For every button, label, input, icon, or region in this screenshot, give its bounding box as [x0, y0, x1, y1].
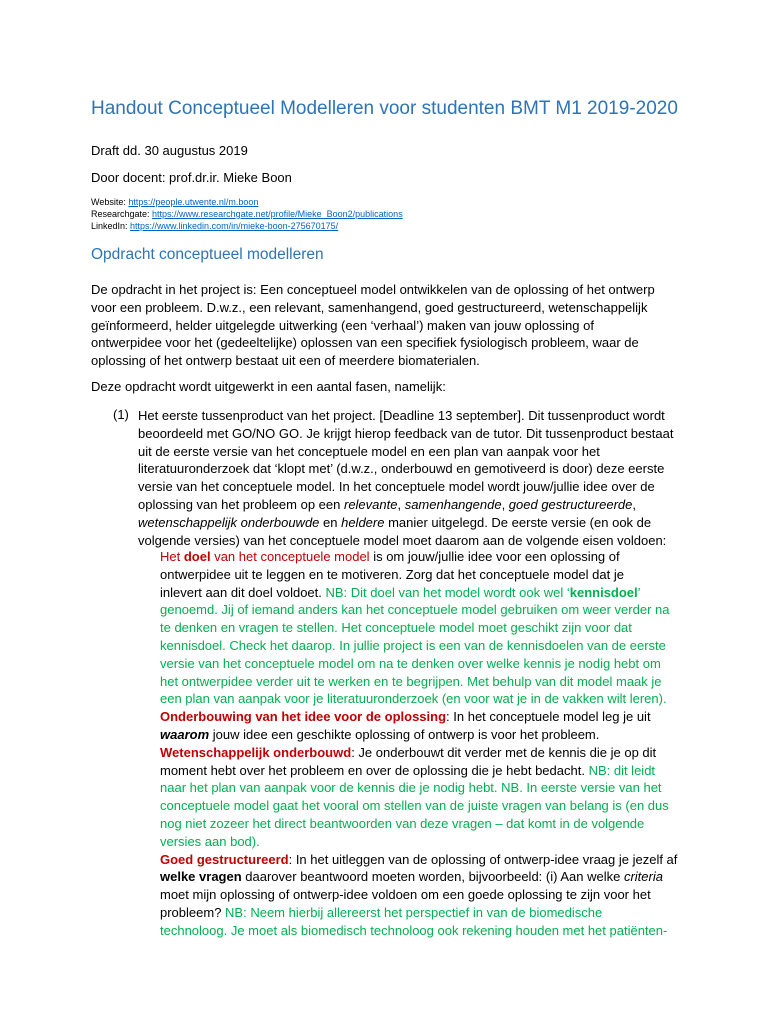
- text-line: [160, 690, 700, 708]
- text-segment: en: [319, 514, 342, 530]
- linkedin-link[interactable]: https://www.linkedin.com/in/mieke-boon-275670175/: [130, 221, 339, 231]
- text-segment: te denken en vragen te stellen. Het conceptuele model moet geschikt zijn voor dat: [160, 620, 632, 636]
- text-segment: samenhangende: [404, 496, 502, 512]
- intro-line: oplossing of het ontwerp bestaat uit een of meerdere biomaterialen.: [91, 353, 480, 369]
- text-segment: literatuuronderzoek dat ‘klopt met’ (d.w.z., onderbouwd en gemotiveerd is door) deze eerste: [138, 461, 665, 477]
- text-line: [160, 833, 700, 851]
- text-segment: moet mijn oplossing of ontwerp-idee voldoen om een goede oplossing te zijn voor het: [160, 887, 651, 903]
- text-segment: ,: [632, 496, 637, 512]
- link-researchgate: Researchgate: https://www.researchgate.net/profile/Mieke_Boon2/publications: [91, 209, 403, 219]
- text-segment: Goed gestructureerd: [160, 851, 289, 867]
- text-segment: ontwerpidee uit te leggen en te motiveren. Zorg dat het conceptuele model dat je: [160, 566, 624, 582]
- text-segment: welke vragen: [160, 869, 242, 885]
- text-segment: daarover beantwoord moeten worden, bijvoorbeeld: (i) Aan welke: [241, 869, 624, 885]
- text-line: [160, 619, 700, 637]
- text-line: [138, 425, 698, 443]
- text-segment: inlevert aan dit doel voldoet.: [160, 584, 326, 600]
- text-segment: jouw idee een geschikte oplossing of ontwerp is voor het probleem.: [209, 726, 600, 742]
- text-segment: van het conceptuele model: [210, 549, 370, 564]
- text-line: [138, 407, 698, 425]
- text-line: [160, 886, 700, 904]
- text-segment: : In het uitleggen van de oplossing of ontwerp-idee vraag je jezelf af: [288, 851, 678, 867]
- intro-line: De opdracht in het project is: Een conceptueel model ontwikkelen van de oplossing of het ontwerp: [91, 282, 655, 297]
- text-segment: uit de eerste versie van het conceptuele model en een plan van aanpak voor het: [138, 443, 600, 459]
- text-segment: probleem?: [160, 904, 226, 920]
- intro-line: voor een probleem. D.w.z., een relevant, samenhangend, goed gestructureerd, wetenschappelijk: [91, 299, 648, 315]
- text-line: [160, 673, 700, 691]
- text-segment: kennisdoel. Check het daarop. In jullie project is een van de kennisdoelen van de eerste: [160, 637, 666, 653]
- text-line: [160, 584, 700, 602]
- text-line: [138, 443, 698, 461]
- text-line: [160, 726, 700, 744]
- link-website: Website: https://people.utwente.nl/m.boon: [91, 197, 259, 207]
- text-segment: kennisdoel: [569, 584, 638, 600]
- text-segment: technoloog. Je moet als biomedisch technoloog ook rekening houden met het patiënten-: [160, 922, 668, 938]
- text-segment: manier uitgelegd. De eerste versie (en ook de: [384, 514, 652, 530]
- list-number: (1): [113, 407, 129, 422]
- text-segment: Onderbouwing van het idee voor de oplossing: [160, 709, 447, 725]
- text-line: [138, 478, 698, 496]
- text-segment: : In het conceptuele model leg je uit: [446, 709, 651, 725]
- text-segment: conceptuele model gaat het vooral om stellen van de juiste vragen van belang is (en dus: [160, 798, 669, 814]
- text-segment: relevante: [343, 496, 398, 512]
- text-line: [160, 815, 700, 833]
- link-linkedin: LinkedIn: https://www.linkedin.com/in/mieke-boon-275670175/: [91, 221, 339, 231]
- document-title: Handout Conceptueel Modelleren voor studenten BMT M1 2019-2020: [91, 98, 678, 119]
- text-line: [160, 637, 700, 655]
- text-line: [138, 496, 698, 514]
- text-segment: Wetenschappelijk onderbouwd: [160, 744, 352, 760]
- section-heading: Opdracht conceptueel modelleren: [91, 246, 324, 263]
- text-segment: NB: dit leidt: [588, 762, 656, 778]
- text-segment: doel: [183, 549, 211, 564]
- researchgate-link[interactable]: https://www.researchgate.net/profile/Mieke_Boon2/publications: [152, 209, 403, 219]
- text-segment: ,: [501, 496, 509, 512]
- text-line: [160, 548, 700, 566]
- text-line: [138, 514, 698, 532]
- text-line: [160, 904, 700, 922]
- text-segment: genoemd. Jij of iemand anders kan het conceptuele model gebruiken om weer verder na: [160, 602, 670, 618]
- text-line: [160, 655, 700, 673]
- text-segment: beoordeeld met GO/NO GO. Je krijgt hierop feedback van de tutor. Dit tussenproduct bestaat: [138, 425, 674, 441]
- text-segment: criteria: [623, 869, 663, 885]
- text-segment: naar het plan van aanpak voor de kennis die je nodig hebt. NB. In eerste versie van het: [160, 780, 662, 796]
- text-segment: volgende versies) van het conceptuele model moet daarom aan de volgende eisen voldoen:: [138, 532, 667, 548]
- text-line: [160, 922, 700, 940]
- text-segment: een plan van aanpak voor je literatuuronderzoek (en voor wat je in de vakken wilt leren).: [160, 691, 667, 707]
- website-link[interactable]: https://people.utwente.nl/m.boon: [128, 197, 259, 207]
- text-segment: versies aan bod).: [160, 833, 260, 849]
- text-segment: wetenschappelijk onderbouwde: [138, 514, 320, 530]
- intro-paragraph: [91, 281, 691, 370]
- author-line: Door docent: prof.dr.ir. Mieke Boon: [91, 170, 292, 185]
- text-line: [160, 708, 700, 726]
- phases-intro: Deze opdracht wordt uitgewerkt in een aantal fasen, namelijk:: [91, 379, 446, 394]
- text-segment: NB: Neem hierbij allereerst het perspectief in van de biomedische: [225, 904, 603, 920]
- text-line: [160, 762, 700, 780]
- text-segment: Het: [160, 549, 184, 564]
- text-segment: : Je onderbouwt dit verder met de kennis die je op dit: [351, 744, 657, 760]
- intro-line: ontwerpidee voor het (gedeeltelijke) oplossen van een specifiek fysiologisch probleem, waar de: [91, 335, 639, 351]
- text-segment: oplossing van het probleem op een: [138, 496, 344, 512]
- text-segment: versie van het conceptuele model. In het conceptuele model wordt jouw/jullie idee over de: [138, 479, 655, 495]
- text-line: [160, 797, 700, 815]
- text-line: [160, 779, 700, 797]
- text-line: [160, 744, 700, 762]
- requirements-block: [160, 548, 700, 940]
- draft-date: Draft dd. 30 augustus 2019: [91, 143, 248, 158]
- text-segment: Het eerste tussenproduct van het project. [Deadline 13 september]. Dit tussenproduct wordt: [138, 408, 665, 423]
- text-segment: ’: [637, 584, 641, 600]
- text-segment: is om jouw/jullie idee voor een oplossing of: [369, 549, 620, 564]
- text-segment: ,: [397, 496, 405, 512]
- text-segment: versie van het conceptuele model om na te denken over welke kennis je nodig hebt om: [160, 655, 661, 671]
- text-segment: goed gestructureerde: [508, 496, 633, 512]
- text-segment: NB: Dit doel van het model wordt ook wel ‘: [325, 584, 570, 600]
- text-segment: nog niet zozeer het direct beantwoorden van deze vragen – dat komt in de volgende: [160, 815, 645, 831]
- text-segment: heldere: [341, 514, 385, 530]
- list-item-body: [138, 407, 698, 549]
- text-line: [160, 566, 700, 584]
- text-segment: moment hebt over het probleem en over de oplossing die je hebt bedacht.: [160, 762, 589, 778]
- text-segment: het ontwerpidee verder uit te werken en te begrijpen. Met behulp van dit model maak je: [160, 673, 662, 689]
- intro-line: geïnformeerd, helder uitgelegde uitwerking (een ‘verhaal’) maken van jouw oplossing of: [91, 317, 594, 333]
- text-segment: waarom: [160, 726, 210, 742]
- text-line: [138, 460, 698, 478]
- text-line: [160, 868, 700, 886]
- text-line: [138, 532, 698, 550]
- text-line: [160, 851, 700, 869]
- text-line: [160, 601, 700, 619]
